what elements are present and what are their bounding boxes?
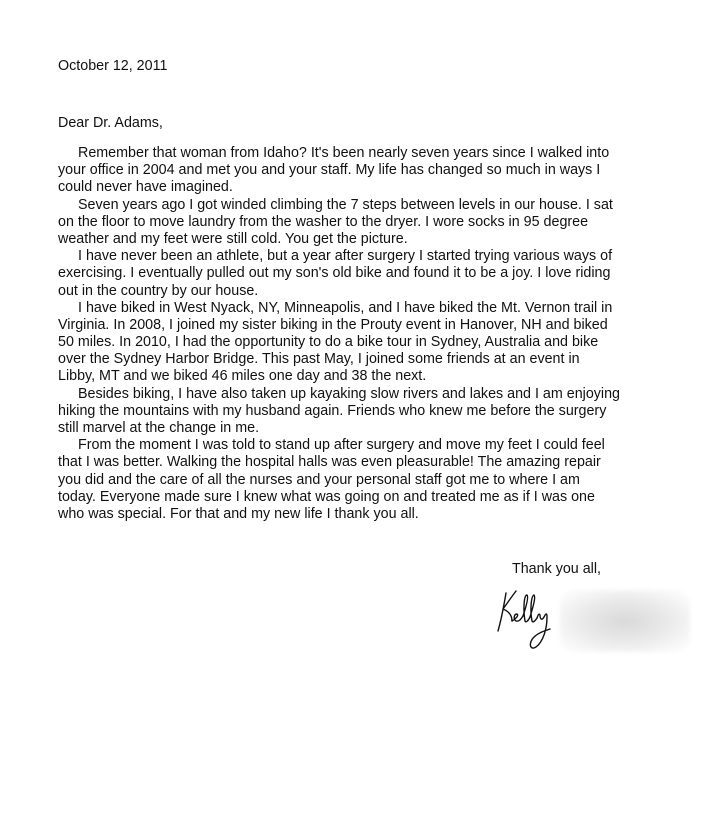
letter-body — [58, 145, 686, 523]
body-line: I have biked in West Nyack, NY, Minneapolis, and I have biked the Mt. Vernon trail in — [78, 299, 613, 316]
redacted-surname — [560, 590, 690, 652]
body-line: Libby, MT and we biked 46 miles one day and 38 the next. — [58, 368, 427, 385]
body-line: Besides biking, I have also taken up kayaking slow rivers and lakes and I am enjoying — [78, 385, 620, 402]
salutation: Dear Dr. Adams, — [58, 115, 163, 131]
body-line: over the Sydney Harbor Bridge. This past May, I joined some friends at an event in — [58, 351, 580, 368]
body-line: weather and my feet were still cold. You get the picture. — [58, 230, 408, 247]
body-line: I have never been an athlete, but a year after surgery I started trying various ways of — [78, 248, 613, 265]
body-line: still marvel at the change in me. — [58, 420, 260, 436]
body-line: today. Everyone made sure I knew what was going on and treated me as if I was one — [58, 488, 595, 505]
body-line: Remember that woman from Idaho? It's been nearly seven years since I walked into — [78, 145, 610, 161]
body-line: your office in 2004 and met you and your staff. My life has changed so much in ways I — [58, 162, 601, 179]
letter-date: October 12, 2011 — [58, 58, 168, 74]
body-line: that I was better. Walking the hospital halls was even pleasurable! The amazing repair — [58, 454, 601, 471]
body-line: Virginia. In 2008, I joined my sister biking in the Prouty event in Hanover, NH and biked — [58, 316, 608, 333]
body-line: Seven years ago I got winded climbing the 7 steps between levels in our house. I sat — [78, 196, 613, 213]
body-line: From the moment I was told to stand up after surgery and move my feet I could feel — [78, 437, 605, 454]
body-line: hiking the mountains with my husband again. Friends who knew me before the surgery — [58, 402, 607, 419]
body-line: you did and the care of all the nurses and your personal staff got me to where I am — [58, 471, 580, 488]
body-line: on the floor to move laundry from the washer to the dryer. I wore socks in 95 degree — [58, 213, 589, 230]
body-line: 50 miles. In 2010, I had the opportunity to do a bike tour in Sydney, Australia and bike — [58, 334, 599, 351]
body-line: exercising. I eventually pulled out my son's old bike and found it to be a joy. I love riding — [58, 265, 611, 282]
body-line: could never have imagined. — [58, 179, 233, 196]
body-line: out in the country by our house. — [58, 282, 259, 299]
body-line: who was special. For that and my new life I thank you all. — [58, 505, 419, 522]
closing: Thank you all, — [512, 561, 602, 577]
